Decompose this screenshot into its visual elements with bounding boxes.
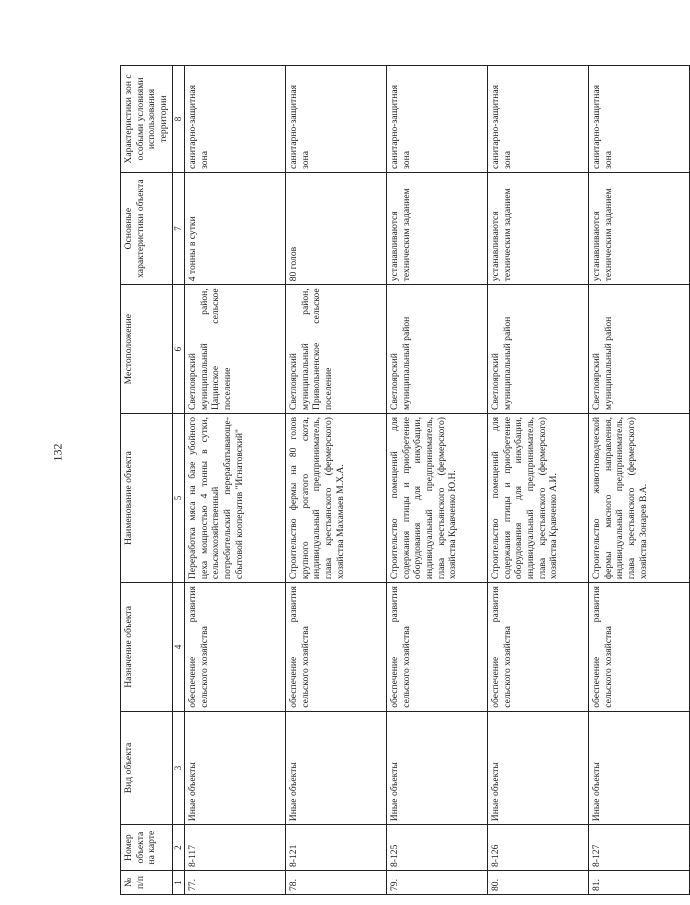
row-number: 81. [588, 871, 689, 895]
map-id: 8-125 [386, 825, 487, 871]
object-type: Иные объекты [487, 711, 588, 824]
map-id: 8-117 [184, 825, 285, 871]
header-row [121, 66, 173, 895]
row-number: 77. [184, 871, 285, 895]
object-purpose: обеспечение развития сельского хозяйства [588, 583, 689, 712]
object-location: Светлоярский муниципальный район, Цацинское сельское поселение [184, 285, 285, 414]
header-cell: Вид объекта [121, 711, 173, 824]
object-characteristics: 4 тонны в сутки [184, 172, 285, 284]
object-characteristics: устанавливаются техническим заданием [588, 172, 689, 284]
page-number: 132 [50, 443, 65, 462]
object-characteristics: устанавливаются техническим заданием [487, 172, 588, 284]
column-number: 8 [172, 66, 184, 173]
table-row [184, 66, 285, 895]
map-id: 8-126 [487, 825, 588, 871]
object-purpose: обеспечение развития сельского хозяйства [285, 583, 386, 712]
row-number: 80. [487, 871, 588, 895]
object-location: Светлоярский муниципальный район [588, 285, 689, 414]
row-number: 78. [285, 871, 386, 895]
object-name: Переработка мяса на базе убойного цеха мощностью 4 тонны в сутки, сельскохозяйственный потребительский перерабатывающе-сбытовой кооператив "Игнатовский" [184, 414, 285, 583]
header-cell: Номер объекта на карте [121, 825, 173, 871]
object-type: Иные объекты [285, 711, 386, 824]
header-cell: Назначение объекта [121, 583, 173, 712]
column-number-row [172, 66, 184, 895]
object-name: Строительство помещений для содержания птицы и приобретение оборудования для инкубации, индивидуальный предприниматель, глава крестьянского (фермерского) хозяйства Кравченко Ю.Н. [386, 414, 487, 583]
object-name: Строительство фермы на 80 голов крупного рогатого скота, индивидуальный предприниматель, глава крестьянского (фермерского) хозяйства Махамаев М.Х.А. [285, 414, 386, 583]
object-type: Иные объекты [386, 711, 487, 824]
zone-characteristics: санитарно-защитная зона [386, 66, 487, 173]
zone-characteristics: санитарно-защитная зона [588, 66, 689, 173]
table-row [487, 66, 588, 895]
column-number: 7 [172, 172, 184, 284]
row-number: 79. [386, 871, 487, 895]
header-cell: Характеристики зон с особыми условиями использования территории [121, 66, 173, 173]
column-number: 6 [172, 285, 184, 414]
rotated-table-container [120, 65, 649, 895]
zone-characteristics: санитарно-защитная зона [285, 66, 386, 173]
object-location: Светлоярский муниципальный район [386, 285, 487, 414]
object-purpose: обеспечение развития сельского хозяйства [184, 583, 285, 712]
column-number: 5 [172, 414, 184, 583]
header-cell: Основные характеристики объекта [121, 172, 173, 284]
map-id: 8-127 [588, 825, 689, 871]
object-characteristics: устанавливаются техническим заданием [386, 172, 487, 284]
table-row [285, 66, 386, 895]
column-number: 2 [172, 825, 184, 871]
table-row [588, 66, 689, 895]
object-name: Строительство помещений для содержания птицы и приобретение оборудования для инкубации, индивидуальный предприниматель, глава крестьянского (фермерского) хозяйства Кравченко А.И. [487, 414, 588, 583]
map-id: 8-121 [285, 825, 386, 871]
objects-table [120, 65, 690, 895]
object-characteristics: 80 голов [285, 172, 386, 284]
header-cell: Наименование объекта [121, 414, 173, 583]
object-location: Светлоярский муниципальный район, Привольненское сельское поселение [285, 285, 386, 414]
zone-characteristics: санитарно-защитная зона [487, 66, 588, 173]
header-cell: № п/п [121, 871, 173, 895]
zone-characteristics: санитарно-защитная зона [184, 66, 285, 173]
column-number: 1 [172, 871, 184, 895]
column-number: 3 [172, 711, 184, 824]
object-location: Светлоярский муниципальный район [487, 285, 588, 414]
table-row [386, 66, 487, 895]
object-type: Иные объекты [184, 711, 285, 824]
object-name: Строительство животноводческой фермы мясного направления, индивидуальный предприниматель, глава крестьянского (фермерского) хозяйства Зонарев В.А. [588, 414, 689, 583]
object-purpose: обеспечение развития сельского хозяйства [386, 583, 487, 712]
object-type: Иные объекты [588, 711, 689, 824]
header-cell: Местоположение [121, 285, 173, 414]
object-purpose: обеспечение развития сельского хозяйства [487, 583, 588, 712]
column-number: 4 [172, 583, 184, 712]
